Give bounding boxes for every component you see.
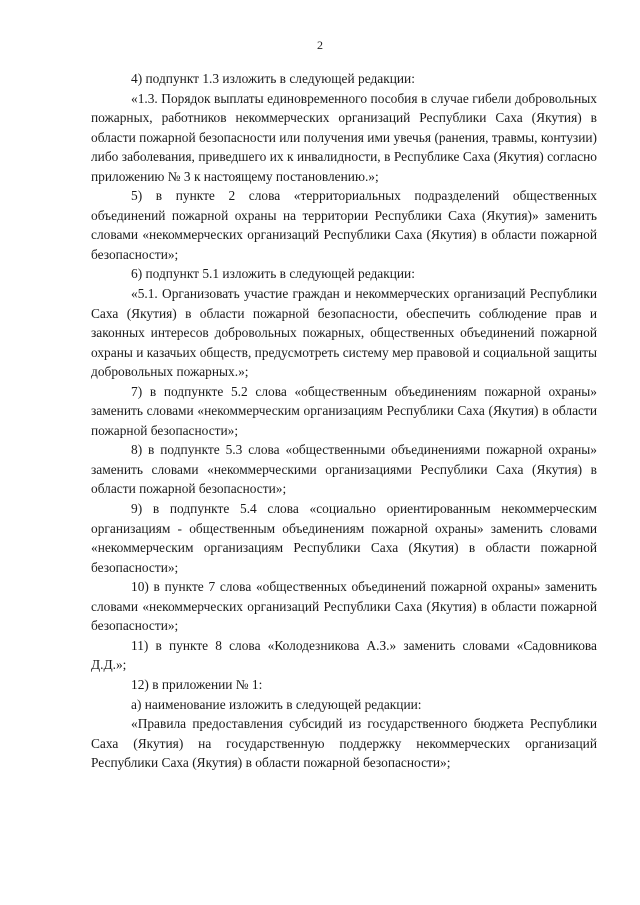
paragraph-12-a: а) наименование изложить в следующей редакции: xyxy=(131,696,422,712)
paragraph-5: 5) в пункте 2 слова «территориальных подразделений общественных объединений пожарной охраны на территории Республики Саха (Якутия)» заменить словами «некоммерческих организаций Республики Саха (Якутия) в области пожарной безопасности»; xyxy=(91,188,597,262)
paragraph-1-3-text: «1.3. Порядок выплаты единовременного пособия в случае гибели добровольных пожарных, работников некоммерческих организаций Республики Саха (Якутия) в области пожарной безопасности или получения ими увечья (ранения, травмы, контузии) либо заболевания, приведшего их к инвалидности, в Республике Саха (Якутия) согласно приложению № 3 к настоящему постановлению.»; xyxy=(91,90,597,184)
page-number: 2 xyxy=(317,38,323,52)
document-body xyxy=(91,69,597,773)
paragraph-10: 10) в пункте 7 слова «общественных объединений пожарной охраны» заменить словами «некоммерческих организаций Республики Саха (Якутия) в области пожарной безопасности»; xyxy=(91,579,597,634)
paragraph-9: 9) в подпункте 5.4 слова «социально ориентированным некоммерческим организациям - общественным объединениям пожарной охраны» заменить словами «некоммерческим организациям Республики Саха (Якутия) в области пожарной безопасности»; xyxy=(91,501,597,575)
paragraph-7: 7) в подпункте 5.2 слова «общественным объединениям пожарной охраны» заменить словами «некоммерческим организациям Республики Саха (Якутия) в области пожарной безопасности»; xyxy=(91,383,597,438)
paragraph-6: 6) подпункт 5.1 изложить в следующей редакции: xyxy=(131,266,415,282)
paragraph-4: 4) подпункт 1.3 изложить в следующей редакции: xyxy=(131,71,415,86)
paragraph-12-a-text: «Правила предоставления субсидий из государственного бюджета Республики Саха (Якутия) на государственную поддержку некоммерческих организаций Республики Саха (Якутия) в области пожарной безопасности»; xyxy=(91,716,597,771)
paragraph-12: 12) в приложении № 1: xyxy=(131,676,263,692)
paragraph-11: 11) в пункте 8 слова «Колодезникова А.З.» заменить словами «Садовникова Д.Д.»; xyxy=(91,637,597,673)
paragraph-5-1-text: «5.1. Организовать участие граждан и некоммерческих организаций Республики Саха (Якутия) в области пожарной безопасности, обеспечить соблюдение прав и законных интересов добровольных пожарных, общественных объединений пожарной охраны и казачьих обществ, предусмотреть систему мер правовой и социальной защиты добровольных пожарных.»; xyxy=(91,286,597,380)
paragraph-8: 8) в подпункте 5.3 слова «общественными объединениями пожарной охраны» заменить словами «некоммерческими организациями Республики Саха (Якутия) в области пожарной безопасности»; xyxy=(91,442,597,497)
